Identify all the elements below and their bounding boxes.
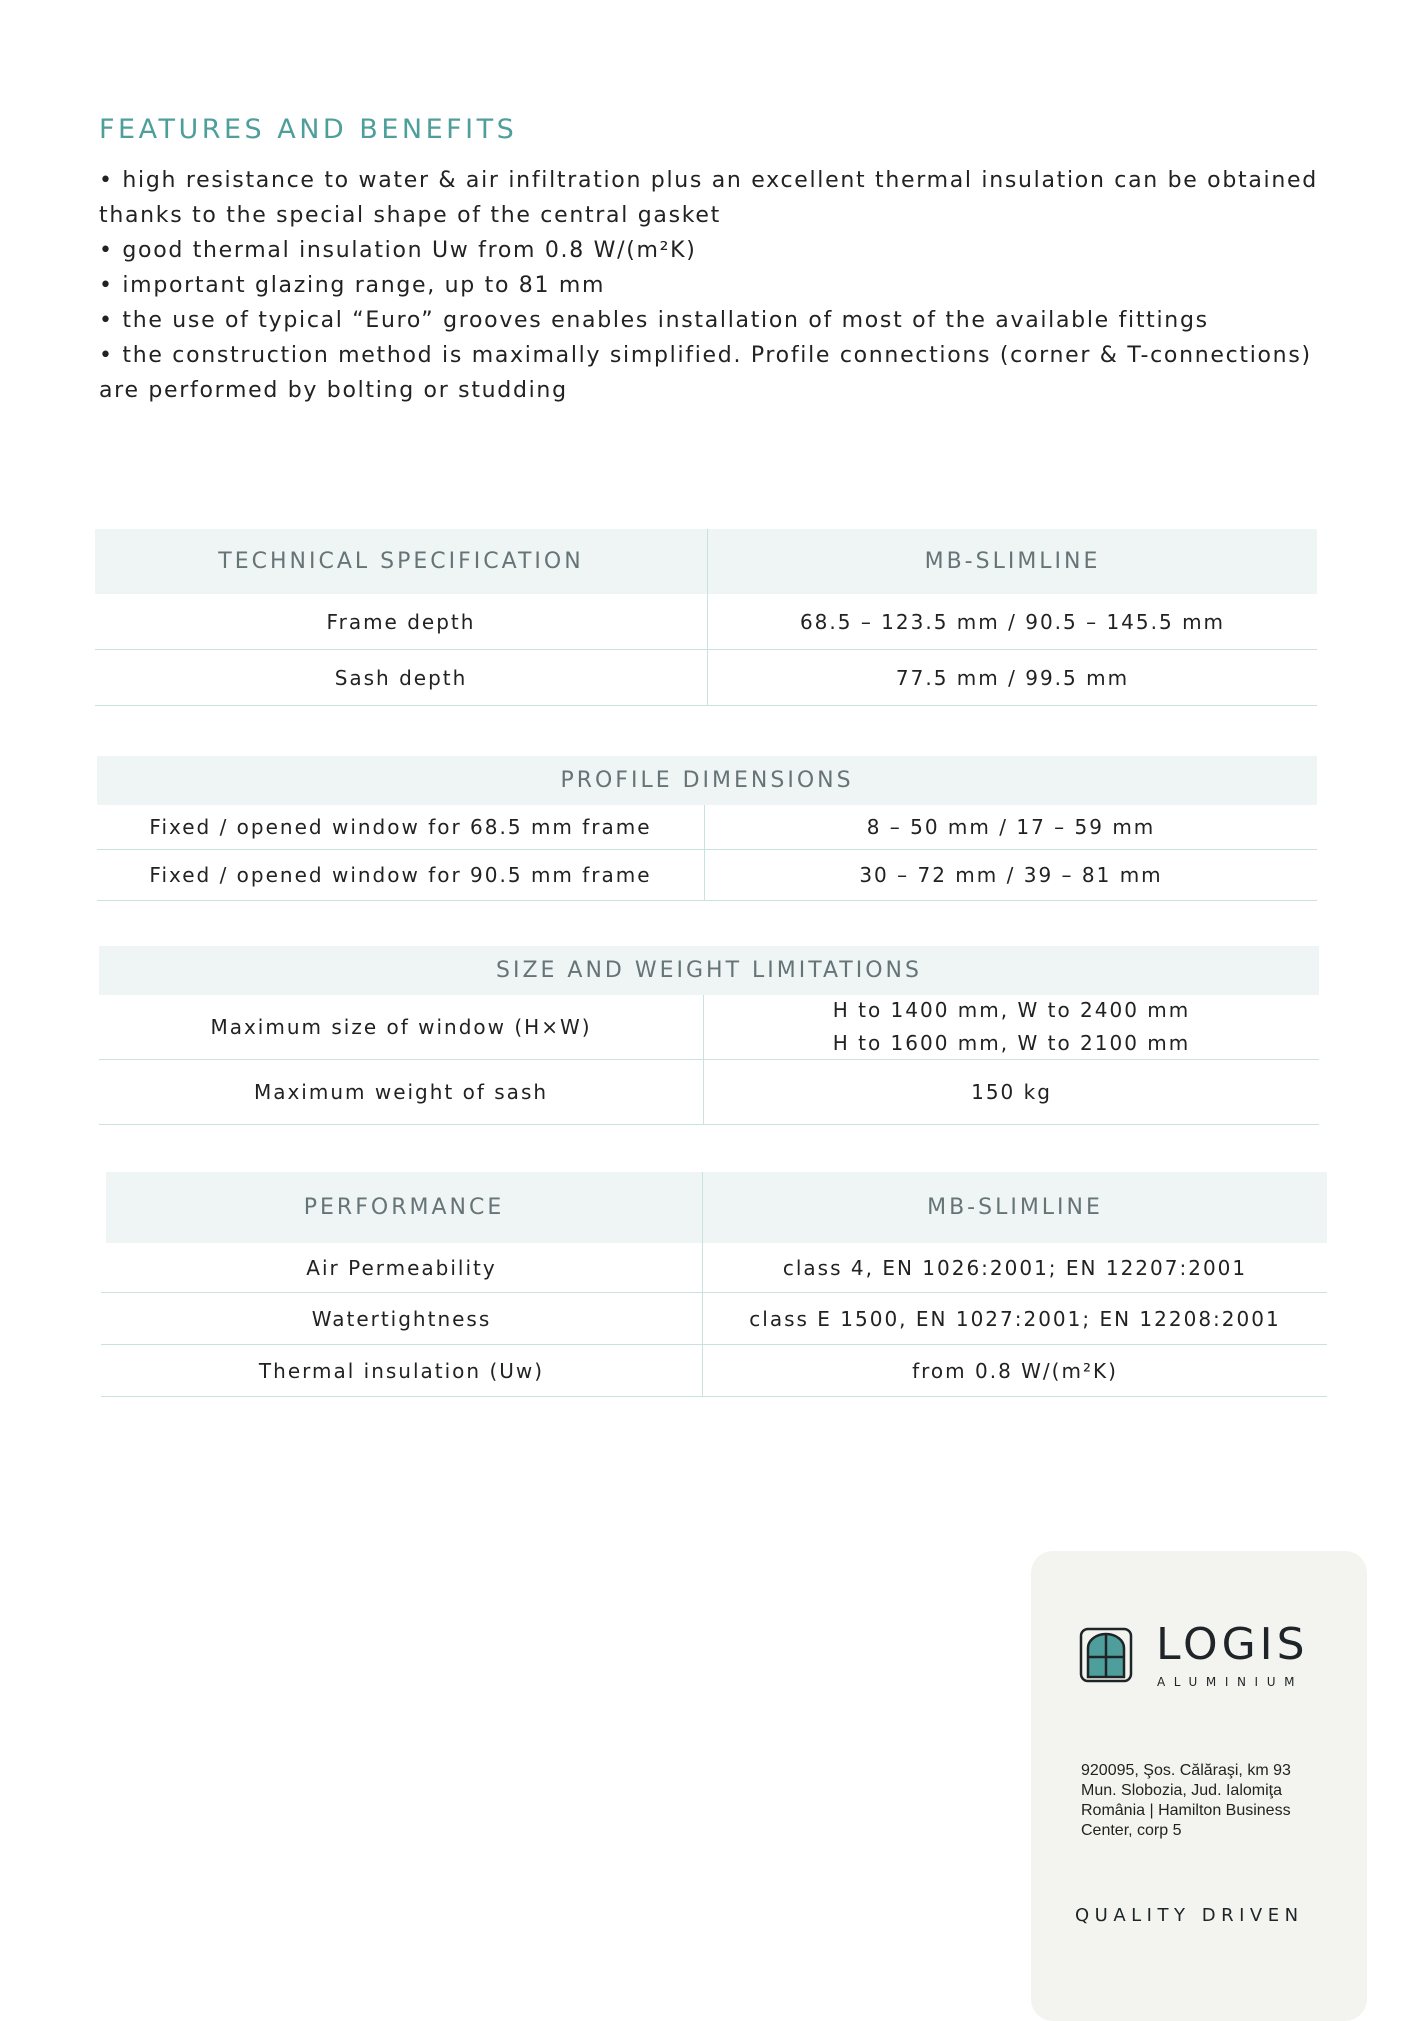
row-value-line: H to 1600 mm, W to 2100 mm	[832, 1031, 1191, 1055]
row-value-line: H to 1400 mm, W to 2400 mm	[832, 998, 1191, 1022]
row-label: Maximum size of window (H×W)	[99, 995, 704, 1060]
logo-subtitle: ALUMINIUM	[1157, 1675, 1304, 1689]
feature-item: • good thermal insulation Uw from 0.8 W/(m²K)	[99, 238, 697, 263]
address-line: Center, corp 5	[1081, 1822, 1182, 1839]
features-title: FEATURES AND BENEFITS	[99, 114, 518, 145]
address	[1081, 1761, 1331, 1841]
row-value: class 4, EN 1026:2001; EN 12207:2001	[703, 1243, 1327, 1293]
row-value: class E 1500, EN 1027:2001; EN 12208:2001	[703, 1293, 1327, 1345]
row-value: 68.5 – 123.5 mm / 90.5 – 145.5 mm	[708, 594, 1317, 650]
size-weight-table	[99, 946, 1319, 1125]
row-label: Fixed / opened window for 90.5 mm frame	[97, 850, 705, 901]
row-label: Fixed / opened window for 68.5 mm frame	[97, 805, 705, 850]
tagline: QUALITY DRIVEN	[1075, 1905, 1304, 1926]
address-line: 920095, Şos. Călăraşi, km 93	[1081, 1762, 1291, 1779]
address-line: România | Hamilton Business	[1081, 1802, 1291, 1819]
row-label: Maximum weight of sash	[99, 1060, 704, 1125]
row-label: Sash depth	[95, 650, 708, 706]
window-logo-icon	[1079, 1627, 1133, 1683]
table-header: TECHNICAL SPECIFICATION	[95, 529, 708, 594]
feature-item: • high resistance to water & air infiltration plus an excellent thermal insulation can be obtained thanks to the special shape of the central gasket	[99, 168, 1318, 228]
table-header: MB-SLIMLINE	[703, 1172, 1327, 1243]
table-header: PERFORMANCE	[106, 1172, 703, 1243]
profile-dimensions-table	[97, 756, 1317, 901]
table-header: MB-SLIMLINE	[708, 529, 1317, 594]
row-label: Frame depth	[95, 594, 708, 650]
table-header: SIZE AND WEIGHT LIMITATIONS	[99, 946, 1319, 995]
row-value: 30 – 72 mm / 39 – 81 mm	[705, 850, 1317, 901]
features-list	[99, 163, 1339, 408]
logo-name: LOGIS	[1156, 1619, 1309, 1670]
row-value: 77.5 mm / 99.5 mm	[708, 650, 1317, 706]
contact-card	[1031, 1551, 1367, 2021]
row-label: Air Permeability	[101, 1243, 703, 1293]
row-value: 150 kg	[704, 1060, 1319, 1125]
feature-item: • important glazing range, up to 81 mm	[99, 273, 606, 298]
performance-table	[101, 1172, 1327, 1397]
feature-item: • the use of typical “Euro” grooves enables installation of most of the available fittings	[99, 308, 1209, 333]
address-line: Mun. Slobozia, Jud. Ialomiţa	[1081, 1782, 1282, 1799]
row-value	[704, 995, 1319, 1060]
row-label: Thermal insulation (Uw)	[101, 1345, 703, 1397]
row-label: Watertightness	[101, 1293, 703, 1345]
table-header: PROFILE DIMENSIONS	[97, 756, 1317, 805]
technical-spec-table	[95, 529, 1317, 706]
row-value: 8 – 50 mm / 17 – 59 mm	[705, 805, 1317, 850]
feature-item: • the construction method is maximally simplified. Profile connections (corner & T-connections) are performed by bolting or studding	[99, 343, 1312, 403]
row-value: from 0.8 W/(m²K)	[703, 1345, 1327, 1397]
